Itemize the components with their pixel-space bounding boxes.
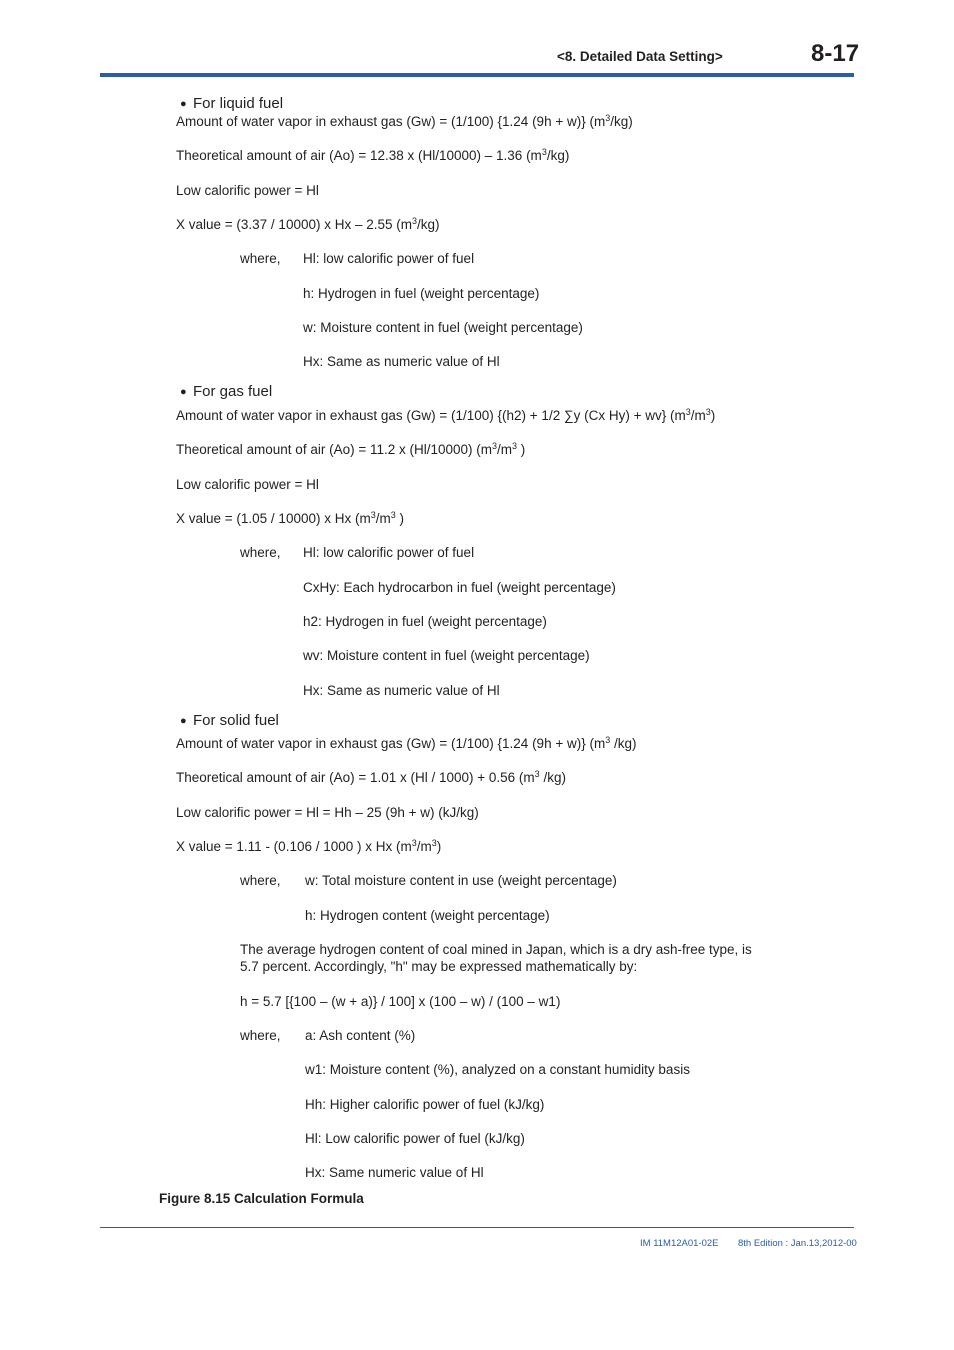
solid-fuel-heading: ● For solid fuel [180, 712, 279, 729]
gas-gw-formula: Amount of water vapor in exhaust gas (Gw) = (1/100) {(h2) + 1/2 ∑y (Cx Hy) + wv} $(m^3/m^3)$ [176, 407, 716, 423]
bullet-icon: ● [180, 98, 187, 110]
liquid-where: where, [240, 251, 281, 266]
gas-fuel-heading: ● For gas fuel [180, 383, 273, 400]
liquid-def: h: Hydrogen in fuel (weight percentage) [303, 286, 540, 301]
solid-hl-formula: Low calorific power = Hl = Hh – 25 (9h + w) (kJ/kg) [176, 805, 479, 820]
liquid-fuel-heading: ● For liquid fuel [180, 95, 284, 112]
header-section-title: <8. Detailed Data Setting> [557, 49, 723, 64]
bullet-icon: ● [180, 386, 187, 398]
liquid-gw-formula: Amount of water vapor in exhaust gas (Gw) = (1/100) {1.24 (9h + w)} $(m^3/kg)$ [176, 113, 633, 129]
solid-paragraph-line: The average hydrogen content of coal mined in Japan, which is a dry ash-free type, is [240, 942, 752, 957]
solid-ao-formula: Theoretical amount of air (Ao) = 1.01 x (Hl / 1000) + 0.56 ($m^3$ /kg) [176, 769, 566, 785]
footer-rule [100, 1227, 854, 1228]
gas-x-formula: X value = (1.05 / 10000) x Hx ($m^3/m^3$ ) [176, 510, 404, 526]
header-rule [100, 73, 854, 77]
solid-def: h: Hydrogen content (weight percentage) [305, 908, 550, 923]
gas-def: Hx: Same as numeric value of Hl [303, 683, 500, 698]
gas-where: where, [240, 545, 281, 560]
solid-def2: Hl: Low calorific power of fuel (kJ/kg) [305, 1131, 525, 1146]
liquid-def: w: Moisture content in fuel (weight percentage) [303, 320, 583, 335]
solid-def2: a: Ash content (%) [305, 1028, 416, 1043]
solid-where2: where, [240, 1028, 281, 1043]
solid-paragraph-line: 5.7 percent. Accordingly, "h" may be expressed mathematically by: [240, 959, 638, 974]
bullet-icon: ● [180, 715, 187, 727]
gas-def: wv: Moisture content in fuel (weight percentage) [303, 648, 590, 663]
solid-gw-formula: Amount of water vapor in exhaust gas (Gw) = (1/100) {1.24 (9h + w)} ($m^3$ /kg) [176, 735, 637, 751]
solid-h-formula: h = 5.7 [{100 – (w + a)} / 100] x (100 – w) / (100 – w1) [240, 994, 561, 1009]
gas-hl-formula: Low calorific power = Hl [176, 477, 319, 492]
page-number: 8-17 [811, 40, 860, 67]
liquid-ao-formula: Theoretical amount of air (Ao) = 12.38 x (Hl/10000) – 1.36 $(m^3/kg)$ [176, 147, 570, 163]
solid-def2: Hh: Higher calorific power of fuel (kJ/kg) [305, 1097, 545, 1112]
liquid-x-formula: X value = (3.37 / 10000) x Hx – 2.55 $(m^3/kg)$ [176, 216, 440, 232]
solid-def2: Hx: Same numeric value of Hl [305, 1165, 484, 1180]
gas-def: Hl: low calorific power of fuel [303, 545, 475, 560]
liquid-hl-formula: Low calorific power = Hl [176, 183, 319, 198]
gas-def: h2: Hydrogen in fuel (weight percentage) [303, 614, 547, 629]
figure-caption: Figure 8.15 Calculation Formula [159, 1191, 364, 1206]
liquid-def: Hx: Same as numeric value of Hl [303, 354, 500, 369]
footer-edition: 8th Edition : Jan.13,2012-00 [738, 1238, 857, 1249]
gas-def: CxHy: Each hydrocarbon in fuel (weight percentage) [303, 580, 616, 595]
gas-ao-formula: Theoretical amount of air (Ao) = 11.2 x (Hl/10000) ($m^3/m^3$ ) [176, 441, 526, 457]
solid-def2: w1: Moisture content (%), analyzed on a constant humidity basis [305, 1062, 690, 1077]
solid-where: where, [240, 873, 281, 888]
solid-x-formula: X value = 1.11 - (0.106 / 1000 ) x Hx $(m^3/m^3)$ [176, 838, 442, 854]
solid-def: w: Total moisture content in use (weight percentage) [305, 873, 617, 888]
footer-doc-id: IM 11M12A01-02E [640, 1238, 719, 1249]
liquid-def: Hl: low calorific power of fuel [303, 251, 475, 266]
